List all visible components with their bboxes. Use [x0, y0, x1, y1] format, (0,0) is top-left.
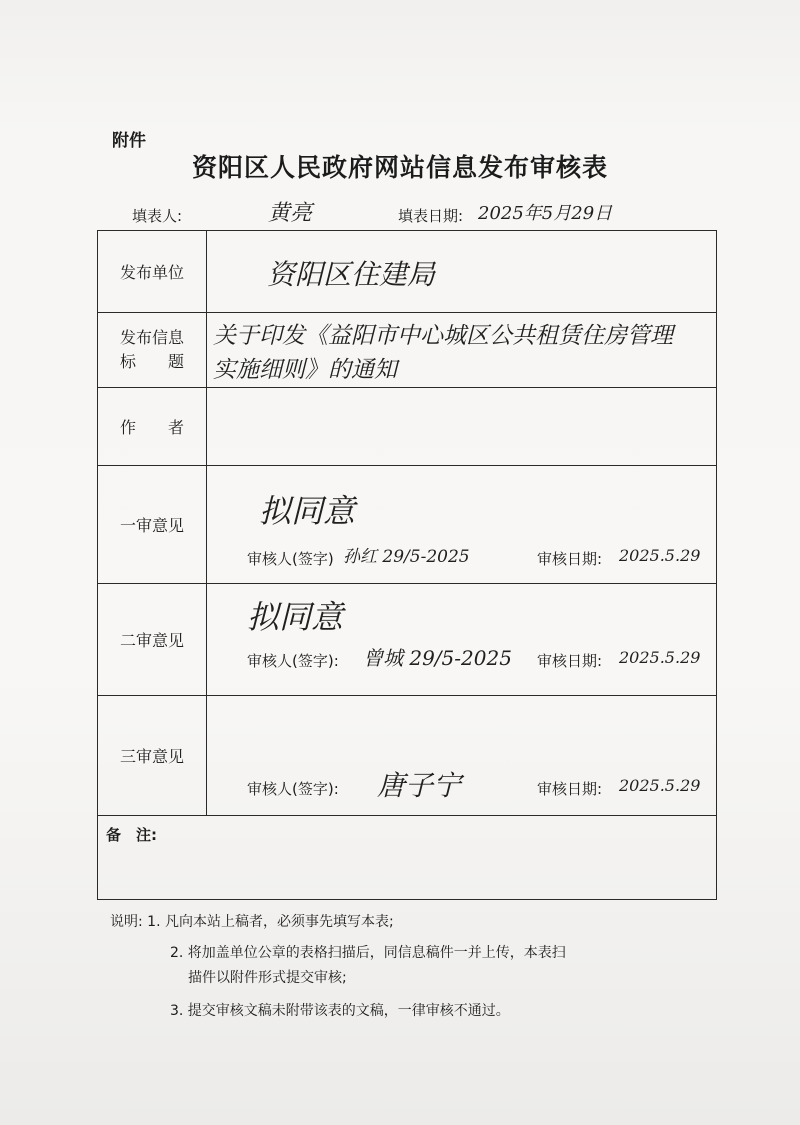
notes-heading: 说明: — [110, 914, 143, 930]
review-form-table — [97, 230, 717, 900]
second-review-label: 二审意见 — [98, 584, 207, 696]
author-row — [98, 388, 717, 466]
first-review-cell — [207, 466, 717, 584]
second-reviewer-label: 审核人(签字): — [247, 652, 339, 670]
info-title-line2: 实施细则》的通知 — [213, 357, 397, 383]
attachment-label: 附件 — [112, 131, 146, 151]
notes-item-3: 3. 提交审核文稿未附带该表的文稿，一律审核不通过。 — [170, 1003, 510, 1019]
third-review-date: 2025.5.29 — [619, 776, 701, 795]
instructions-block — [110, 910, 566, 1024]
publisher-value: 资阳区住建局 — [267, 258, 436, 291]
first-review-label: 一审意见 — [98, 466, 207, 584]
first-review-row — [98, 466, 717, 584]
first-review-opinion: 拟同意 — [259, 492, 356, 530]
notes-item-1: 1. 凡向本站上稿者，必须事先填写本表; — [147, 914, 394, 930]
third-review-label: 三审意见 — [98, 696, 207, 816]
notes-item-2b: 描件以附件形式提交审核; — [188, 970, 347, 986]
third-review-date-label: 审核日期: — [537, 780, 603, 798]
second-reviewer-signature: 曾城 29/5-2025 — [363, 646, 512, 670]
info-title-label-line1: 发布信息 — [119, 328, 184, 347]
third-review-row — [98, 696, 717, 816]
fill-date: 2025年5月29日 — [478, 203, 613, 224]
remarks-cell — [98, 816, 717, 900]
publisher-cell — [207, 231, 717, 313]
date-label: 填表日期: — [398, 207, 464, 225]
second-review-date: 2025.5.29 — [619, 648, 701, 667]
remarks-label: 备 注: — [106, 826, 157, 844]
first-review-date: 2025.5.29 — [619, 546, 701, 565]
second-review-opinion: 拟同意 — [247, 598, 344, 636]
third-review-cell — [207, 696, 717, 816]
author-label: 作 者 — [98, 388, 207, 466]
second-review-cell — [207, 584, 717, 696]
page-title: 资阳区人民政府网站信息发布审核表 — [191, 153, 608, 182]
first-review-date-label: 审核日期: — [537, 550, 603, 568]
author-cell — [207, 388, 717, 466]
info-title-row — [98, 313, 717, 388]
filler-signature: 黄亮 — [268, 201, 313, 226]
info-title-line1: 关于印发《益阳市中心城区公共租赁住房管理 — [213, 323, 673, 349]
info-title-label-line2: 标 题 — [119, 352, 184, 371]
notes-line-1 — [110, 910, 566, 935]
info-title-cell — [207, 313, 717, 388]
second-review-row — [98, 584, 717, 696]
third-reviewer-signature: 唐子宁 — [377, 769, 462, 802]
info-title-label — [98, 313, 207, 388]
remarks-row — [98, 816, 717, 900]
publisher-label: 发布单位 — [98, 231, 207, 313]
third-reviewer-label: 审核人(签字): — [247, 780, 339, 798]
filler-label: 填表人: — [132, 207, 183, 225]
first-reviewer-label: 审核人(签字) — [247, 550, 334, 568]
notes-item-2a: 2. 将加盖单位公章的表格扫描后，同信息稿件一并上传，本表扫 — [170, 945, 566, 961]
second-review-date-label: 审核日期: — [537, 652, 603, 670]
first-reviewer-signature: 孙红 29/5-2025 — [343, 547, 470, 567]
publisher-row — [98, 231, 717, 313]
